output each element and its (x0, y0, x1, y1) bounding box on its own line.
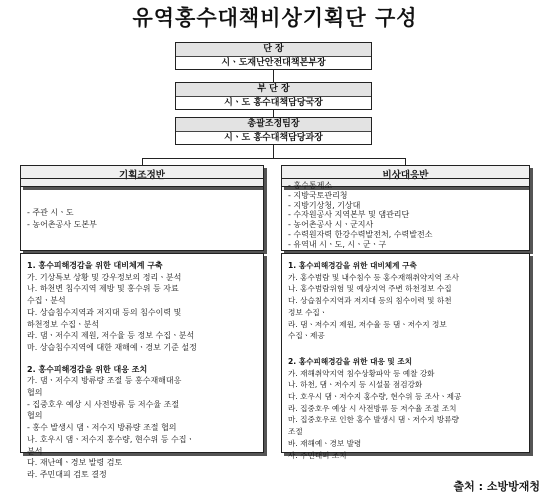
right-member: - 수자원공사 지역본부 및 댐관리단 (288, 210, 410, 220)
right-member: - 지방국토관리청 (288, 190, 348, 200)
left-duty: 다. 재난예ㆍ경보 발령 검토 (27, 458, 123, 468)
right-duty: 조절 (288, 427, 303, 437)
right-duty: 마. 집중호우로 인한 홍수 발생시 댐ㆍ저수지 방류량 (288, 415, 459, 425)
connector-line (273, 70, 274, 82)
right-duty: 가. 재해취약지역 침수상황파악 등 예찰 강화 (288, 368, 435, 378)
right-member: - 유역내 시ㆍ도, 시ㆍ군ㆍ구 (288, 239, 387, 249)
deputy-box (175, 82, 372, 110)
head-box (175, 42, 372, 70)
right-duty: 바. 재해예ㆍ경보 발령 (288, 438, 362, 448)
right-duty: 다. 상습침수지역과 저지대 등의 침수이력 및 하천 (288, 296, 452, 306)
right-duty: 정보 수집ㆍ (288, 307, 328, 317)
right-member: - 수력원자력 한강수력발전처, 수력발전소 (288, 229, 433, 239)
left-duty: 가. 댐ㆍ저수지 방류량 조절 등 홍수재해대응 (27, 376, 182, 386)
right-duty: 다. 호우시 댐ㆍ저수지 홍수량, 현수위 등 조사ㆍ제공 (288, 392, 462, 402)
left-duty: 나. 호우시 댐ㆍ저수지 홍수량, 현수위 등 수집ㆍ (27, 434, 195, 444)
right-member: - 농어촌공사 시ㆍ군지사 (288, 220, 374, 230)
left-duty: - 홍수 발생시 댐ㆍ저수지 방류량 조절 협의 (27, 423, 177, 433)
left-members-panel (20, 178, 264, 251)
right-section-heading: 1. 홍수피해경감을 위한 대비체계 구축 (288, 261, 417, 270)
coordinator-box (175, 117, 372, 145)
connector-line (273, 145, 274, 158)
right-duty: 라. 집중호우 예상 시 사전방류 등 저수율 조절 조치 (288, 403, 457, 413)
right-panel-title: 비상대응반 (281, 165, 530, 187)
right-duty: 사. 주민대피 조치 (288, 450, 347, 460)
head-role: 단 장 (176, 43, 371, 57)
right-duty: 수집ㆍ제공 (288, 331, 325, 341)
coordinator-member: 시ㆍ도 홍수대책담당과장 (224, 133, 323, 143)
head-member: 시ㆍ도재난안전대책본부장 (221, 58, 326, 68)
left-section-heading: 2. 홍수피해경감을 위한 대응 조치 (27, 364, 148, 374)
connector-line (405, 158, 406, 165)
left-duty: 분석 (27, 446, 43, 456)
right-duty: 가. 홍수범람 및 내수침수 등 홍수재해취약지역 조사 (288, 272, 459, 282)
source-caption: 출처 : 소방방재청 (453, 480, 540, 493)
right-duty: 라. 댐ㆍ저수지 제원, 저수율 등 댐ㆍ저수지 정보 (288, 319, 447, 329)
connector-line (273, 110, 274, 117)
right-members-panel (281, 178, 530, 251)
left-section-heading: 1. 홍수피해경감을 위한 대비체계 구축 (27, 261, 163, 270)
left-duty: 마. 상습침수지역에 대한 재해예ㆍ경보 기준 설정 (27, 342, 197, 352)
left-duty: 협의 (27, 388, 43, 398)
right-duty: 나. 홍수범람위험 및 예상지역 주변 하천정보 수집 (288, 284, 452, 294)
branch-line (142, 158, 405, 159)
deputy-role: 부 단 장 (176, 83, 371, 97)
left-duty: 협의 (27, 411, 43, 421)
right-member: - 홍수통제소 (288, 181, 333, 190)
right-member: - 지방기상청, 기상대 (288, 200, 361, 210)
left-duty: 라. 주민대피 검토 결정 (27, 469, 107, 479)
left-member: - 농어촌공사 도본부 (27, 219, 97, 229)
left-duties-panel (20, 253, 264, 479)
left-member: - 주관 시ㆍ도 (27, 208, 74, 217)
left-duty: 하천정보 수집ㆍ분석 (27, 319, 100, 329)
right-duties-panel (281, 253, 530, 460)
left-duty: 다. 상습침수지역과 저지대 등의 침수이력 및 (27, 307, 182, 317)
page-title: 유역홍수대책비상기획단 구성 (132, 6, 418, 30)
connector-line (142, 158, 143, 165)
left-panel-title: 기획조정반 (20, 165, 264, 187)
left-duty: 라. 댐ㆍ저수지 제원, 저수율 등 정보 수집ㆍ분석 (27, 331, 195, 341)
left-duty: 가. 기상특보 상황 및 강우정보의 정리ㆍ분석 (27, 272, 182, 282)
right-section-heading: 2. 홍수피해경감을 위한 대응 및 조치 (288, 356, 413, 366)
left-duty: - 집중호우 예상 시 사전방류 등 저수율 조절 (27, 399, 180, 409)
right-duty: 나. 하천, 댐ㆍ저수지 등 시설물 점검강화 (288, 380, 423, 390)
left-duty: 나. 하천변 침수지역 제방 및 홍수위 등 자료 (27, 284, 179, 294)
coordinator-role: 총괄조정팀장 (176, 118, 371, 132)
deputy-member: 시ㆍ도 홍수대책담당국장 (224, 98, 323, 108)
left-duty: 수집ㆍ분석 (27, 296, 66, 306)
